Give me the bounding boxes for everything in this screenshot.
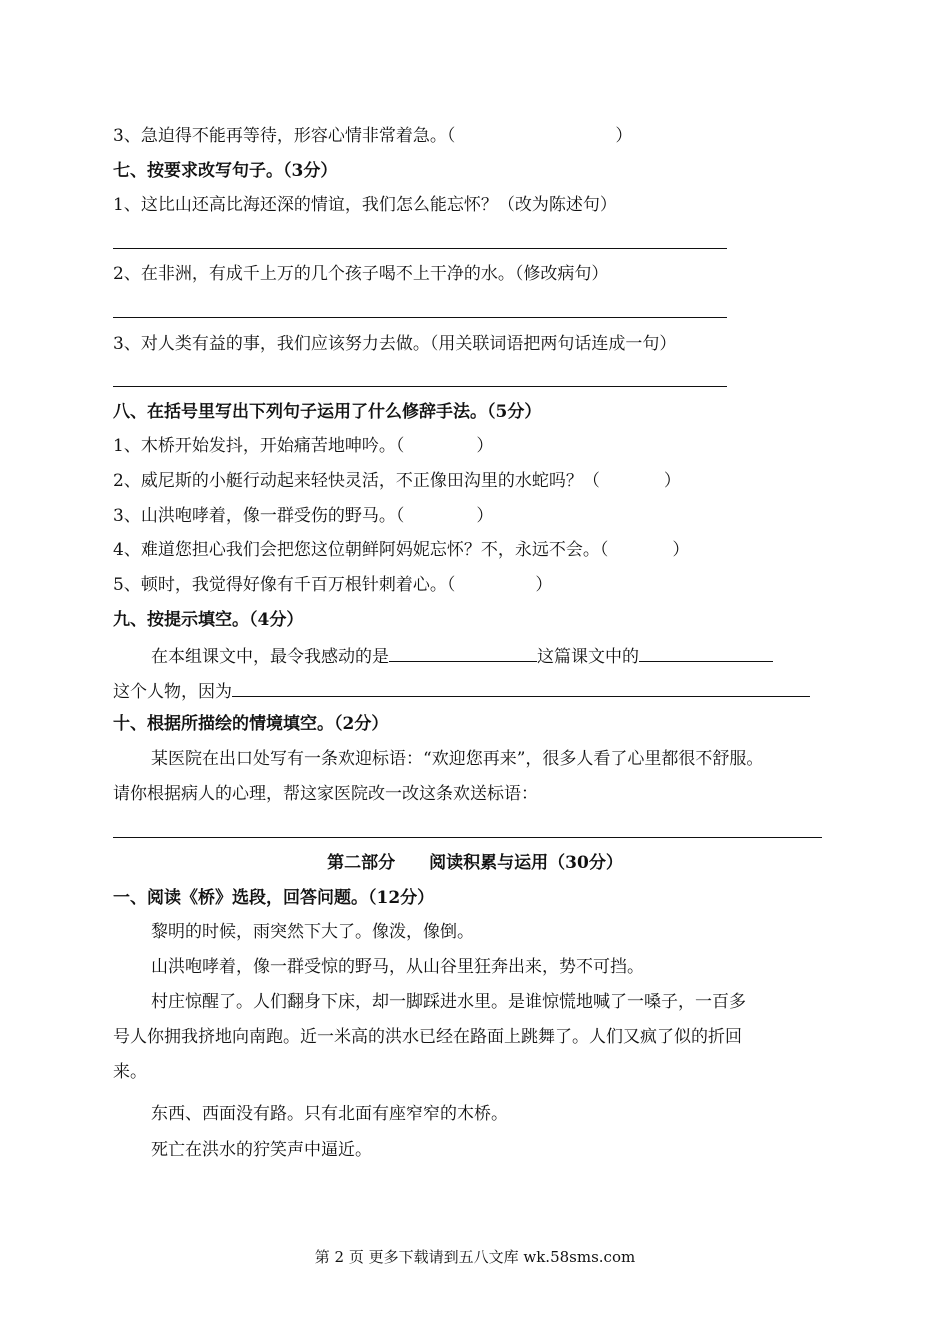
section-10-title: 十、根据所描绘的情境填空。（2分） bbox=[113, 714, 389, 734]
section-9-title: 九、按提示填空。（4分） bbox=[113, 610, 304, 630]
s7-question-1: 1、这比山还高比海还深的情谊，我们怎么能忘怀？（改为陈述句） bbox=[113, 195, 617, 215]
page-footer: 第 2 页 更多下载请到五八文库 wk.58sms.com bbox=[314, 1248, 636, 1266]
s7-question-3: 3、对人类有益的事，我们应该努力去做。（用关联词语把两句话连成一句） bbox=[113, 334, 677, 354]
part-2-title: 第二部分 阅读积累与运用（30分） bbox=[327, 853, 623, 873]
s9-line-2: 这个人物，因为 bbox=[113, 678, 810, 704]
s10-answer-line[interactable] bbox=[113, 837, 822, 838]
s9-blank-1[interactable] bbox=[389, 643, 537, 662]
s10-line-2: 请你根据病人的心理，帮这家医院改一改这条欢送标语： bbox=[113, 784, 538, 804]
reading-paragraph-5: 死亡在洪水的狞笑声中逼近。 bbox=[151, 1140, 372, 1160]
reading-1-title: 一、阅读《桥》选段，回答问题。（12分） bbox=[113, 888, 435, 908]
s7-question-2: 2、在非洲，有成千上万的几个孩子喝不上干净的水。（修改病句） bbox=[113, 264, 609, 284]
reading-paragraph-3-line-2: 号人你拥我挤地向南跑。近一米高的洪水已经在路面上跳舞了。人们又疯了似的折回 bbox=[113, 1027, 742, 1047]
section-7-title: 七、按要求改写句子。（3分） bbox=[113, 161, 338, 181]
s6-item-3: 3、急迫得不能再等待，形容心情非常着急。（ ） bbox=[113, 126, 633, 146]
s8-question-4: 4、难道您担心我们会把您这位朝鲜阿妈妮忘怀？不，永远不会。（ ） bbox=[113, 540, 690, 560]
s7-answer-line-2[interactable] bbox=[113, 317, 727, 318]
s10-line-1: 某医院在出口处写有一条欢迎标语：“欢迎您再来”，很多人看了心里都很不舒服。 bbox=[151, 749, 764, 769]
s9-line-1: 在本组课文中，最令我感动的是 这篇课文中的 bbox=[151, 643, 773, 669]
s8-question-3: 3、山洪咆哮着，像一群受伤的野马。（ ） bbox=[113, 506, 494, 526]
s9-blank-3[interactable] bbox=[232, 678, 810, 697]
s8-question-5: 5、顿时，我觉得好像有千百万根针刺着心。（ ） bbox=[113, 575, 553, 595]
section-8-title: 八、在括号里写出下列句子运用了什么修辞手法。（5分） bbox=[113, 402, 542, 422]
reading-paragraph-4: 东西、西面没有路。只有北面有座窄窄的木桥。 bbox=[151, 1104, 508, 1124]
s8-question-1: 1、木桥开始发抖，开始痛苦地呻吟。（ ） bbox=[113, 436, 494, 456]
s9-blank-2[interactable] bbox=[639, 643, 773, 662]
s7-answer-line-1[interactable] bbox=[113, 248, 727, 249]
reading-paragraph-2: 山洪咆哮着，像一群受惊的野马，从山谷里狂奔出来，势不可挡。 bbox=[151, 957, 644, 977]
reading-paragraph-3-line-1: 村庄惊醒了。人们翻身下床，却一脚踩进水里。是谁惊慌地喊了一嗓子，一百多 bbox=[151, 992, 746, 1012]
reading-paragraph-1: 黎明的时候，雨突然下大了。像泼，像倒。 bbox=[151, 922, 474, 942]
s8-question-2: 2、威尼斯的小艇行动起来轻快灵活，不正像田沟里的水蛇吗？（ ） bbox=[113, 471, 681, 491]
s7-answer-line-3[interactable] bbox=[113, 386, 727, 387]
reading-paragraph-3-line-3: 来。 bbox=[113, 1062, 147, 1082]
